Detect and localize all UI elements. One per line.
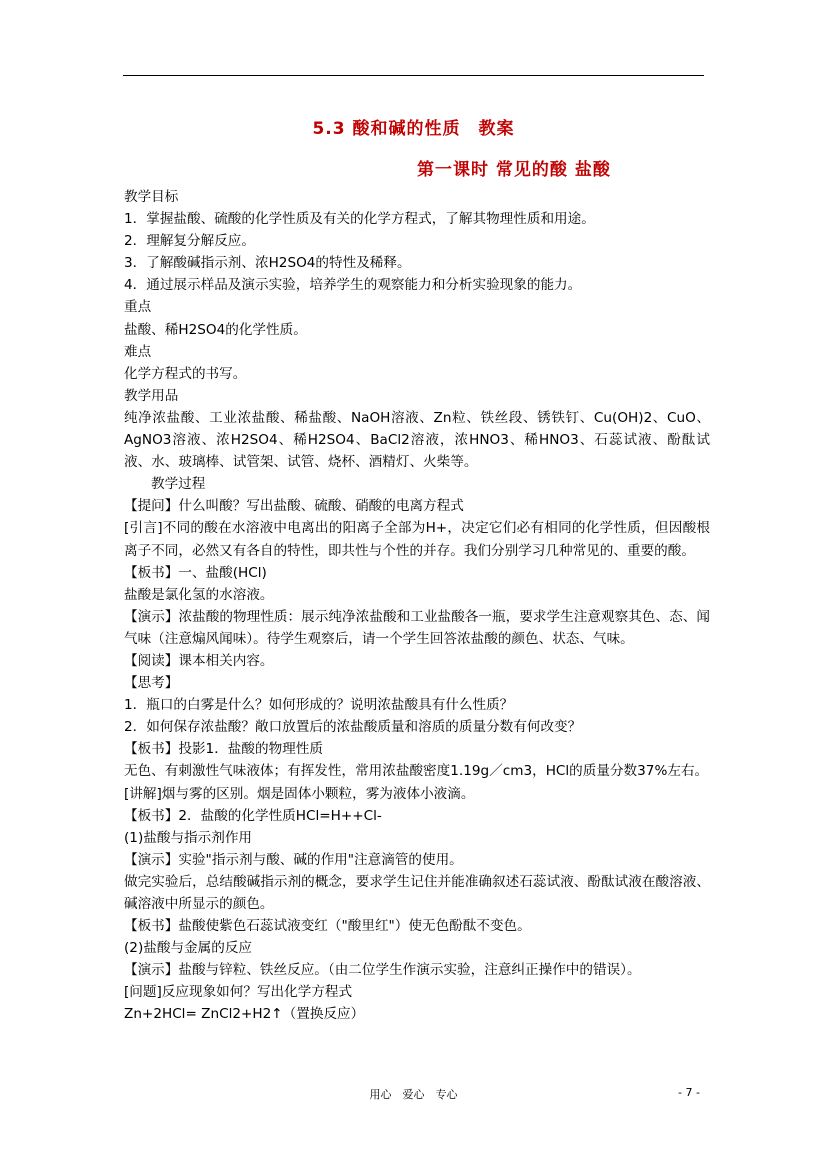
paragraph: [引言]不同的酸在水溶液中电离出的阳离子全部为H+，决定它们必有相同的化学性质，但因酸根离子不同，必然又有各自的特性，即共性与个性的并存。我们分别学习几种常见的、重要的酸。 (124, 520, 710, 559)
document-subtitle: 第一课时 常见的酸 盐酸 (417, 160, 611, 180)
header-rule (123, 75, 704, 76)
paragraph: 盐酸是氯化氢的水溶液。 (124, 586, 274, 603)
paragraph: 2．理解复分解反应。 (124, 233, 255, 250)
paragraph: 化学方程式的书写。 (124, 365, 247, 382)
paragraph: 【提问】什么叫酸？写出盐酸、硫酸、硝酸的电离方程式 (124, 498, 464, 515)
paragraph: 教学目标 (124, 189, 179, 205)
paragraph: 【思考】 (124, 675, 179, 692)
paragraph: 盐酸、稀H2SO4的化学性质。 (124, 321, 307, 338)
paragraph: 1．瓶口的白雾是什么？如何形成的？说明浓盐酸具有什么性质？ (124, 697, 514, 714)
paragraph: 难点 (124, 343, 152, 360)
paragraph: [讲解]烟与雾的区别。烟是固体小颗粒，雾为液体小液滴。 (124, 785, 475, 802)
document-title: 5.3 酸和碱的性质 教案 (312, 119, 515, 139)
paragraph: 【板书】投影1．盐酸的物理性质 (124, 741, 323, 758)
paragraph: 【板书】盐酸使紫色石蕊试液变红（"酸里红"）使无色酚酞不变色。 (124, 918, 531, 935)
paragraph: 【阅读】课本相关内容。 (124, 652, 274, 669)
page-number: - 7 - (678, 1086, 700, 1099)
paragraph: (2)盐酸与金属的反应 (124, 940, 253, 957)
paragraph: 1．掌握盐酸、硫酸的化学性质及有关的化学方程式，了解其物理性质和用途。 (124, 211, 595, 228)
paragraph: 做完实验后，总结酸碱指示剂的概念，要求学生记住并能准确叙述石蕊试液、酚酞试液在酸溶液、碱溶液中所显示的颜色。 (124, 873, 710, 912)
paragraph: 纯净浓盐酸、工业浓盐酸、稀盐酸、NaOH溶液、Zn粒、铁丝段、锈铁钉、Cu(OH)2、CuO、AgNO3溶液、浓H2SO4、稀H2SO4、BaCl2溶液，浓HNO3、稀HNO3、石蕊试液、酚酞试液、水、玻璃棒、试管架、试管、烧杯、酒精灯、火柴等。 (124, 409, 710, 471)
paragraph: [问题]反应现象如何？写出化学方程式 (124, 984, 353, 1001)
paragraph: 4．通过展示样品及演示实验，培养学生的观察能力和分析实验现象的能力。 (124, 277, 582, 294)
paragraph: 教学用品 (124, 387, 179, 404)
page-footer: 用心 爱心 专心 (369, 1088, 458, 1101)
paragraph: Zn+2HCl= ZnCl2+H2↑（置换反应） (124, 1006, 365, 1023)
paragraph: 3．了解酸碱指示剂、浓H2SO4的特性及稀释。 (124, 255, 411, 272)
paragraph: (1)盐酸与指示剂作用 (124, 829, 253, 846)
paragraph: 【板书】2．盐酸的化学性质HCl=H++Cl- (124, 807, 382, 824)
paragraph: 重点 (124, 299, 152, 316)
paragraph: 【演示】盐酸与锌粒、铁丝反应。（由二位学生作演示实验，注意纠正操作中的错误）。 (124, 962, 641, 979)
paragraph: 2．如何保存浓盐酸？敞口放置后的浓盐酸质量和溶质的质量分数有何改变？ (124, 719, 582, 736)
paragraph: 【板书】一、盐酸(HCl) (124, 564, 267, 581)
paragraph: 无色、有刺激性气味液体；有挥发性，常用浓盐酸密度1.19g／cm3，HCl的质量分数37%左右。 (124, 763, 709, 780)
paragraph: 教学过程 (151, 476, 206, 493)
document-body (124, 186, 710, 1026)
paragraph: 【演示】实验"指示剂与酸、碱的作用"注意滴管的使用。 (124, 851, 463, 868)
paragraph: 【演示】浓盐酸的物理性质：展示纯净浓盐酸和工业盐酸各一瓶，要求学生注意观察其色、态、闻气味（注意煽风闻味）。待学生观察后，请一个学生回答浓盐酸的颜色、状态、气味。 (124, 608, 710, 647)
